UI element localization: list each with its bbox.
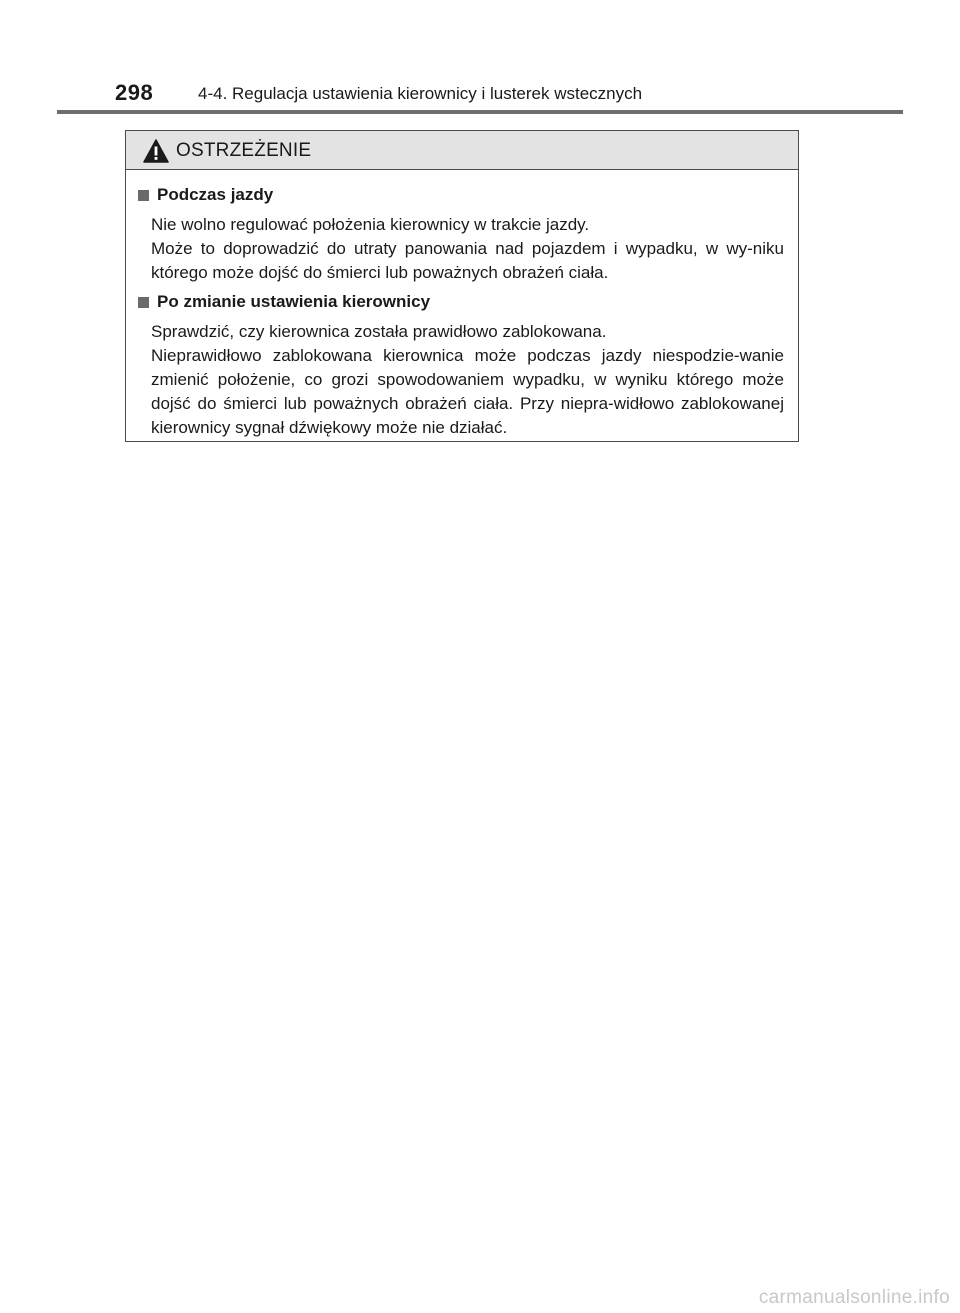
page-header (0, 0, 960, 118)
paragraph: Nieprawidłowo zablokowana kierownica może podczas jazdy niespodzie-wanie zmienić położenie, co grozi spowodowaniem wypadku, w wyniku którego może dojść do śmierci lub poważnych obrażeń ciała. Przy niepra-widłowo zablokowanej kierownicy sygnał dźwiękowy może nie działać. (151, 346, 784, 437)
item-body (151, 213, 784, 285)
header-rule (57, 110, 903, 114)
item-heading-po-zmianie (136, 289, 784, 315)
item-body (151, 320, 784, 440)
square-bullet-icon (138, 297, 149, 308)
item-heading-text: Podczas jazdy (157, 185, 274, 204)
page-number: 298 (115, 80, 154, 105)
warning-box (125, 130, 799, 442)
watermark: carmanualsonline.info (758, 1287, 950, 1308)
paragraph: Może to doprowadzić do utraty panowania nad pojazdem i wypadku, w wy-niku którego może dojść do śmierci lub poważnych obrażeń ciała. (151, 239, 784, 282)
warning-header (126, 131, 798, 170)
paragraph: Nie wolno regulować położenia kierownicy w trakcie jazdy. (151, 215, 590, 234)
warning-label: OSTRZEŻENIE (176, 140, 312, 161)
warning-triangle-icon (143, 139, 169, 163)
section-title: 4-4. Regulacja ustawienia kierownicy i lusterek wstecznych (198, 84, 643, 103)
square-bullet-icon (138, 190, 149, 201)
paragraph: Sprawdzić, czy kierownica została prawidłowo zablokowana. (151, 322, 607, 341)
item-heading-text: Po zmianie ustawienia kierownicy (157, 292, 431, 311)
item-heading-podczas-jazdy (136, 182, 784, 208)
warning-body (126, 170, 798, 440)
